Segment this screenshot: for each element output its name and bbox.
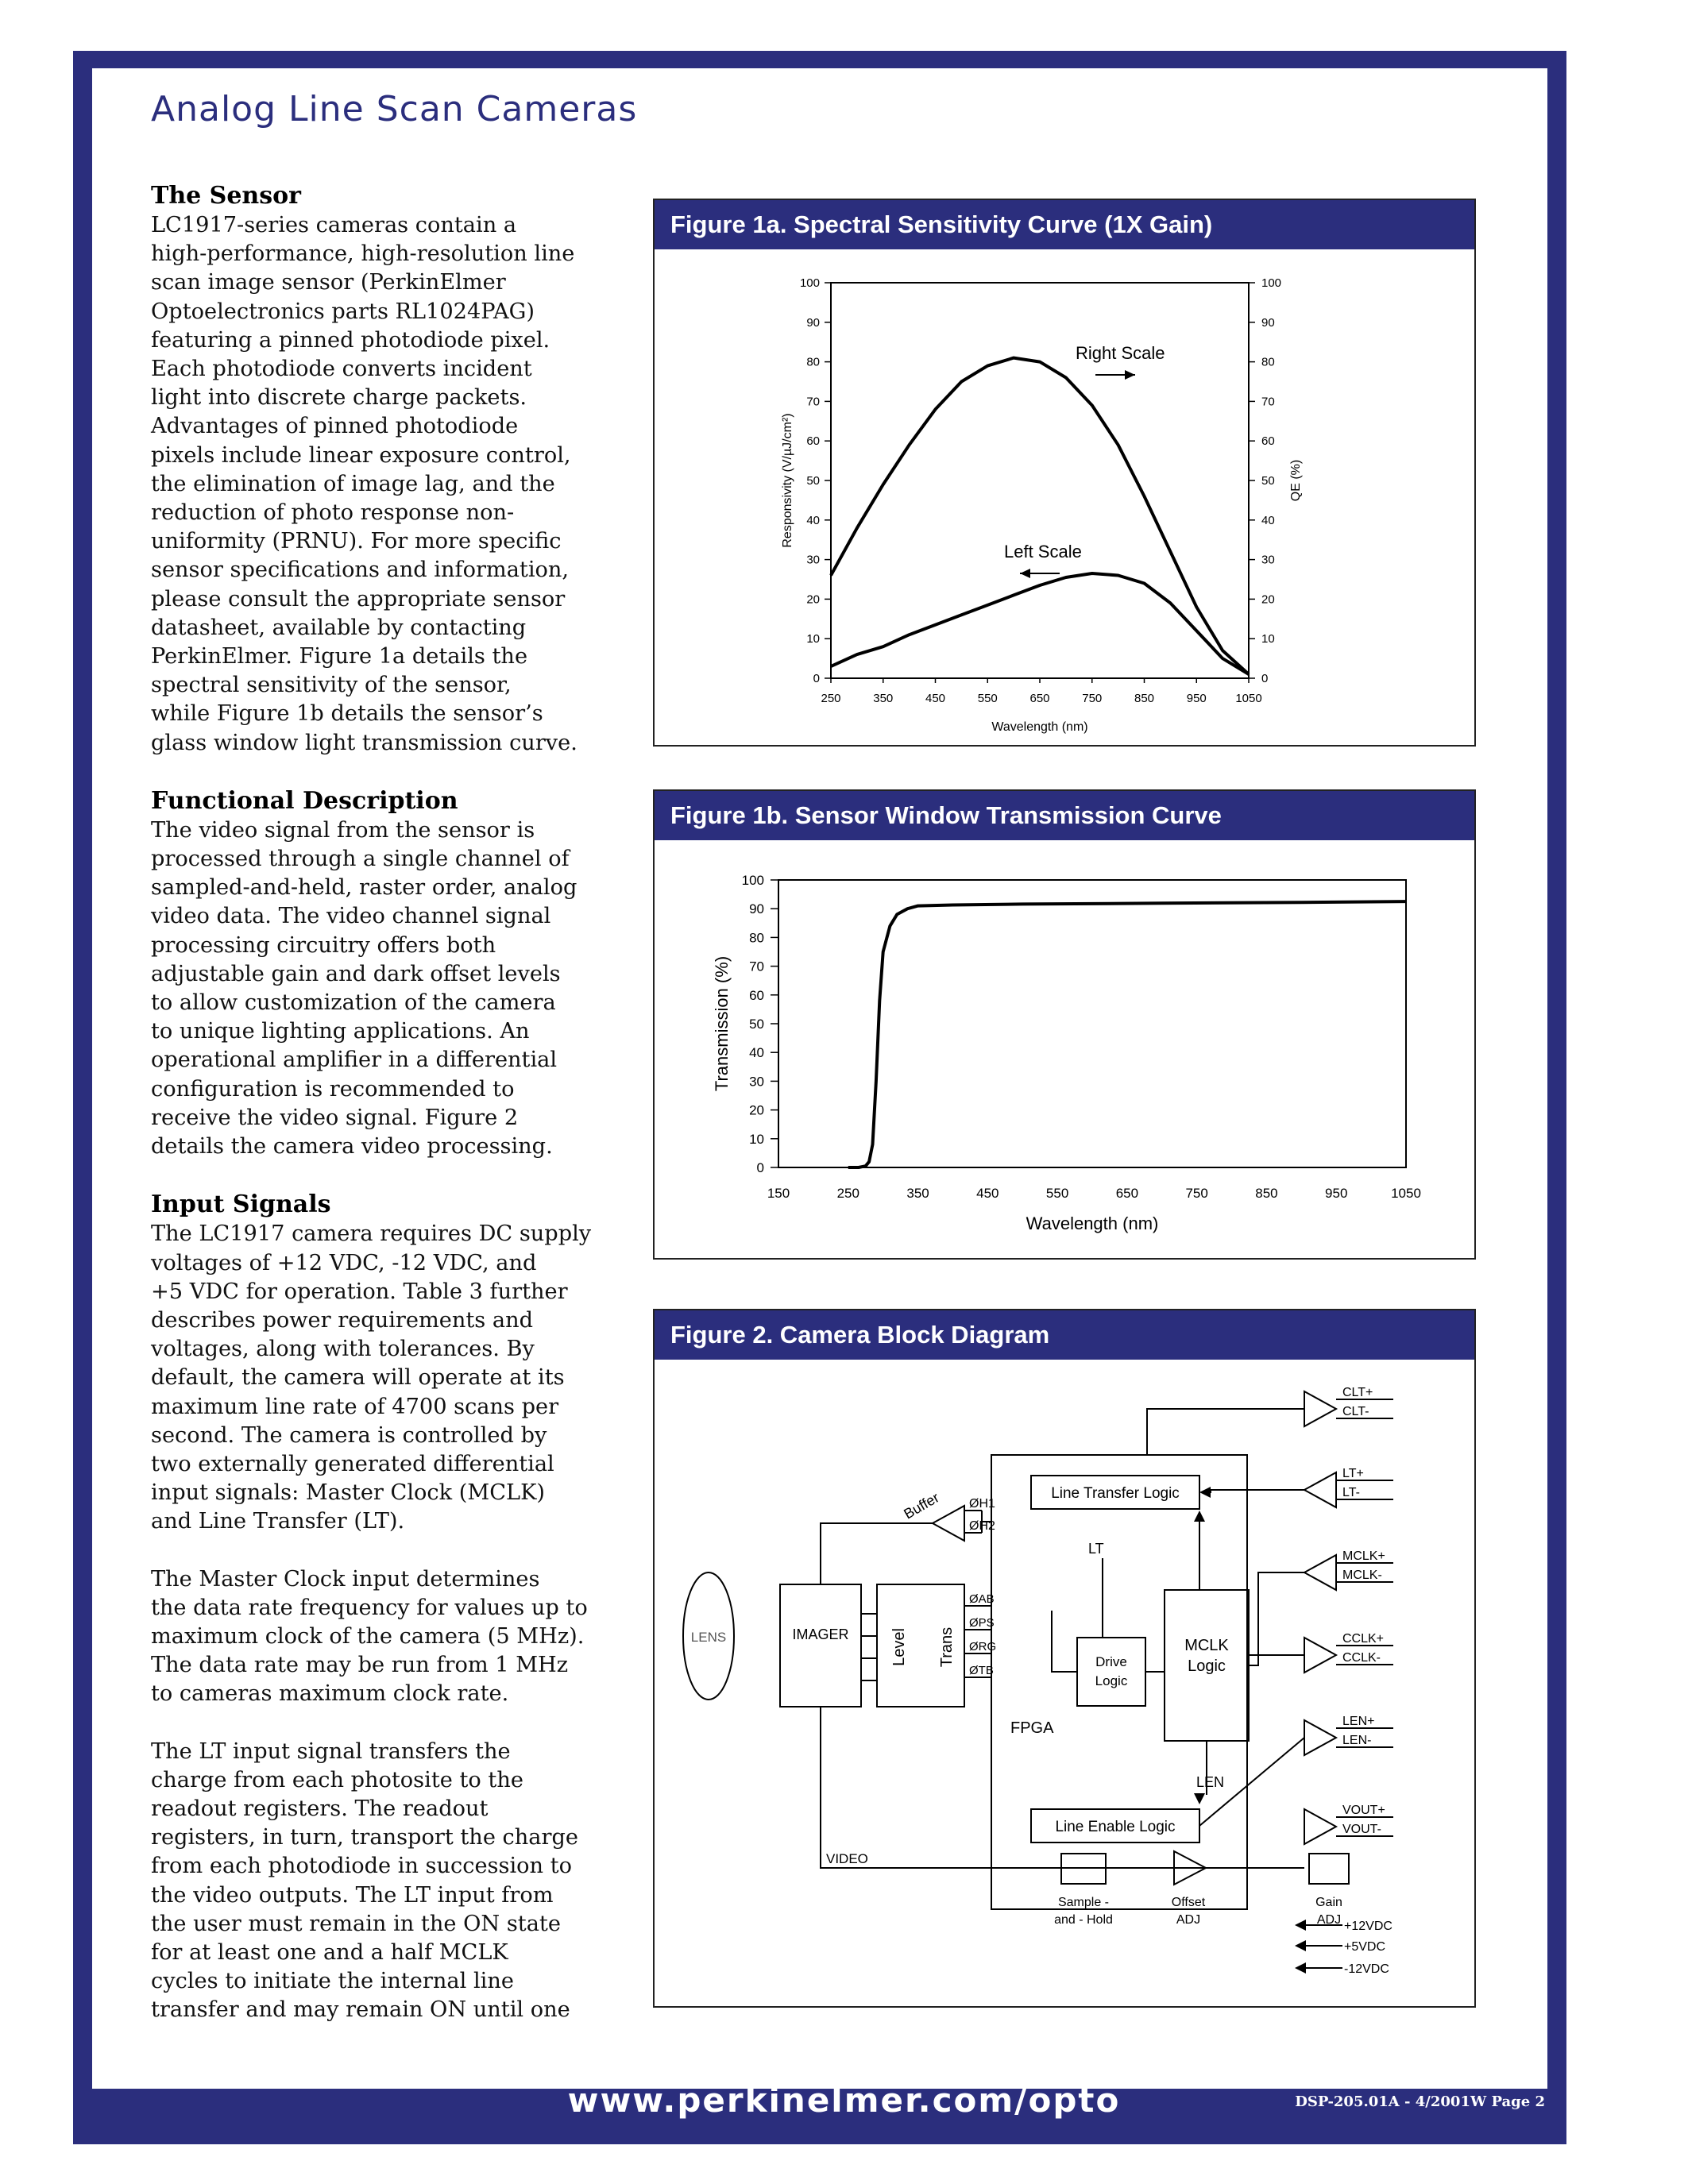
phase-label: ØPS [969,1616,995,1630]
section-heading: Functional Description [151,786,458,815]
y2-tick-label: 50 [1261,474,1275,488]
line-driver-triangle [1304,1809,1336,1844]
body-text-line: The video signal from the sensor is [151,817,535,843]
y2-tick-label: 40 [1261,513,1275,527]
buffer-triangle [933,1506,964,1541]
body-text-line: adjustable gain and dark offset levels [151,961,561,986]
signal-label-pos: VOUT+ [1342,1804,1385,1817]
y-tick-label: 60 [806,434,820,449]
body-text-line: to allow customization of the camera [151,990,556,1016]
power-arrow [1295,1940,1306,1951]
phase-h1-label: ØH1 [969,1497,995,1511]
signal-label-pos: MCLK+ [1342,1549,1385,1563]
body-text-line: the video outputs. The LT input from [151,1882,554,1908]
x-tick-label: 850 [1134,692,1155,705]
body-text-line: scan image sensor (PerkinElmer [151,270,506,295]
y-tick-label: 80 [749,930,764,946]
x-tick-label: 450 [925,692,946,705]
sample-hold-label: Sample - [1057,1896,1110,1909]
figure-1a [653,199,1476,747]
offset-label: Offset [1171,1896,1206,1909]
body-text-line: The LC1917 camera requires DC supply [151,1221,592,1247]
signal-label-neg: LEN- [1342,1734,1372,1747]
x-tick-label: 750 [1185,1186,1208,1201]
imager-label: IMAGER [792,1626,849,1642]
body-text-line: light into discrete charge packets. [151,385,527,411]
lt-in-arrow [1199,1487,1211,1498]
x-tick-label: 350 [873,692,894,705]
body-text-line: operational amplifier in a differential [151,1048,558,1073]
buffer-label: Buffer [901,1489,942,1522]
body-text-line: The Master Clock input determines [151,1566,540,1592]
y2-axis-label: QE (%) [1289,459,1303,502]
clt-line [1147,1409,1304,1455]
line-driver-triangle [1304,1638,1336,1673]
x-tick-label: 250 [836,1186,859,1201]
signal-label-pos: LT+ [1342,1467,1364,1480]
body-text-line: +5 VDC for operation. Table 3 further [151,1279,568,1304]
body-text-line: processing circuitry offers both [151,932,496,958]
y-tick-label: 60 [749,987,764,1003]
x-tick-label: 1050 [1235,692,1262,705]
y-tick-label: 20 [749,1102,764,1118]
body-text-line: glass window light transmission curve. [151,730,577,755]
len-arrow [1194,1793,1205,1804]
body-text-line: the data rate frequency for values up to [151,1595,588,1620]
lt-in-line [1204,1490,1304,1492]
drive-logic-label-2: Logic [1095,1673,1128,1688]
body-text-line: cycles to initiate the internal line [151,1969,514,1994]
x-tick-label: 950 [1325,1186,1348,1201]
line-driver-triangle [1304,1391,1336,1426]
body-text-line: The LT input signal transfers the [151,1738,511,1764]
body-text-line: while Figure 1b details the sensor’s [151,701,543,727]
power-arrow [1295,1920,1306,1931]
body-text-line: The data rate may be run from 1 MHz [151,1653,569,1678]
mclk-to-ltl-arrow [1194,1511,1205,1522]
paragraph-gap [151,1709,604,1738]
body-text-line: processed through a single channel of [151,847,570,872]
fpga-label: FPGA [1010,1719,1054,1737]
signal-label-neg: CCLK- [1342,1651,1381,1665]
body-text-line: sampled-and-held, raster order, analog [151,875,577,901]
y-tick-label: 70 [806,395,820,409]
qe-curve [831,358,1249,674]
phase-label: ØAB [969,1592,995,1606]
body-text-line: high-performance, high-resolution line [151,241,575,267]
body-text-line: the elimination of image lag, and the [151,471,555,496]
phase-label: ØTB [969,1664,994,1677]
body-text-line: second. The camera is controlled by [151,1422,547,1448]
body-text-line: uniformity (PRNU). For more specific [151,529,562,554]
trans-label: Trans [938,1626,956,1668]
y-tick-label: 20 [806,592,820,607]
y-tick-label: 0 [813,672,820,685]
body-text-line: voltages of +12 VDC, -12 VDC, and [151,1250,537,1275]
body-text-line: charge from each photosite to the [151,1767,523,1792]
body-text-line: pixels include linear exposure control, [151,442,571,468]
spectral-sensitivity-chart [655,249,1474,743]
body-text-line: voltages, along with tolerances. By [151,1337,535,1362]
y-tick-label: 40 [749,1045,764,1061]
body-text-line: the user must remain in the ON state [151,1911,561,1936]
power-label: +5VDC [1344,1940,1386,1954]
signal-label-pos: CCLK+ [1342,1632,1385,1646]
y2-tick-label: 100 [1261,276,1282,290]
section-heading: Input Signals [151,1190,331,1219]
paragraph-gap [151,1161,604,1190]
footer-url[interactable]: www.perkinelmer.com/opto [567,2081,1121,2120]
mclk-logic-label: MCLK [1184,1637,1229,1654]
figure-1b [653,789,1476,1260]
sample-hold-label-2: and - Hold [1054,1913,1113,1927]
body-text-line: transfer and may remain ON until one [151,1997,570,2023]
figure-2-title: Figure 2. Camera Block Diagram [655,1310,1474,1360]
x-axis-label: Wavelength (nm) [991,720,1088,734]
body-text-line: configuration is recommended to [151,1076,515,1102]
left-scale-arrow-head [1020,569,1030,578]
x-tick-label: 550 [1045,1186,1069,1201]
line-driver-triangle [1304,1472,1336,1507]
x-tick-label: 550 [977,692,998,705]
section-heading: The Sensor [151,182,301,210]
lt-label: LT [1088,1541,1104,1557]
y2-tick-label: 70 [1261,395,1275,409]
y-tick-label: 0 [756,1160,764,1175]
body-text-line: reduction of photo response non- [151,500,515,526]
body-text-line: sensor specifications and information, [151,558,570,583]
y-tick-label: 90 [749,901,764,917]
y2-tick-label: 20 [1261,592,1275,607]
body-text-line: from each photodiode in succession to [151,1854,572,1879]
gain-block [1309,1854,1349,1884]
paragraph-gap [151,758,604,786]
page-title: Analog Line Scan Cameras [151,89,638,129]
x-tick-label: 350 [906,1186,929,1201]
line-enable-logic-label: Line Enable Logic [1055,1819,1176,1835]
body-text-line: to unique lighting applications. An [151,1019,530,1044]
imager-block [780,1584,861,1707]
body-text-line: and Line Transfer (LT). [151,1509,405,1534]
line-transfer-logic-label: Line Transfer Logic [1051,1485,1180,1502]
y-tick-label: 10 [749,1131,764,1147]
x-axis-label: Wavelength (nm) [1026,1214,1159,1233]
drive-to-trans-line [1052,1611,1077,1672]
body-text-line: default, the camera will operate at its [151,1365,565,1391]
mclk-in-line [1249,1572,1304,1665]
figure-1a-title: Figure 1a. Spectral Sensitivity Curve (1X Gain) [655,200,1474,249]
body-text-column [151,181,604,2025]
body-text-line: LC1917-series cameras contain a [151,213,517,237]
body-text-line: please consult the appropriate sensor [151,586,566,612]
y-tick-label: 100 [741,873,764,888]
body-text-line: two externally generated differential [151,1451,554,1476]
body-text-line: registers, in turn, transport the charge [151,1825,578,1850]
y-tick-label: 70 [749,959,764,974]
y-tick-label: 50 [749,1017,764,1032]
gain-label-2: ADJ [1316,1913,1342,1927]
x-tick-label: 1050 [1391,1186,1421,1201]
drive-logic-block [1077,1638,1145,1706]
transmission-chart [655,840,1474,1256]
y-tick-label: 80 [806,355,820,369]
x-tick-label: 250 [821,692,841,705]
y-tick-label: 90 [806,315,820,330]
body-text-line: Advantages of pinned photodiode [151,414,519,439]
body-text-line: PerkinElmer. Figure 1a details the [151,644,528,669]
line-driver-triangle [1304,1555,1336,1590]
x-tick-label: 650 [1115,1186,1139,1201]
body-text-line: maximum clock of the camera (5 MHz). [151,1623,585,1649]
x-tick-label: 150 [767,1186,790,1201]
body-text-line: Each photodiode converts incident [151,357,532,382]
line-driver-triangle [1304,1720,1336,1755]
level-label: Level [890,1628,908,1666]
y2-tick-label: 10 [1261,632,1275,646]
body-text-line: describes power requirements and [151,1307,534,1333]
drive-logic-label: Drive [1095,1654,1127,1669]
mclk-logic-label-2: Logic [1188,1657,1226,1675]
body-text-line: to cameras maximum clock rate. [151,1681,509,1707]
phase-label: ØRG [969,1640,997,1653]
paragraph-gap [151,1537,604,1565]
buffer-to-imager-line [821,1523,933,1584]
x-tick-label: 450 [976,1186,999,1201]
y-axis-label: Transmission (%) [712,955,732,1092]
y2-tick-label: 90 [1261,315,1275,330]
body-text-line: readout registers. The readout [151,1796,489,1821]
footer-doc-id: DSP-205.01A - 4/2001W Page 2 [1295,2093,1545,2110]
signal-label-neg: VOUT- [1342,1823,1381,1836]
signal-label-pos: LEN+ [1342,1715,1375,1728]
y2-tick-label: 60 [1261,434,1275,449]
len-label: LEN [1196,1774,1225,1790]
y-tick-label: 30 [749,1074,764,1090]
body-text-line: input signals: Master Clock (MCLK) [151,1480,545,1506]
power-label: -12VDC [1344,1962,1389,1976]
y-tick-label: 100 [799,276,820,290]
x-tick-label: 850 [1255,1186,1278,1201]
body-text-line: datasheet, available by contacting [151,615,527,640]
power-label: +12VDC [1344,1920,1393,1933]
y2-tick-label: 30 [1261,553,1275,567]
y2-tick-label: 80 [1261,355,1275,369]
power-arrow [1295,1962,1306,1974]
transmission-curve [848,901,1406,1167]
offset-label-2: ADJ [1176,1913,1201,1927]
x-tick-label: 950 [1186,692,1207,705]
left-scale-label: Left Scale [1004,542,1082,561]
y-tick-label: 50 [806,474,820,488]
signal-label-neg: LT- [1342,1486,1360,1499]
gain-label: Gain [1315,1896,1342,1909]
figure-1b-title: Figure 1b. Sensor Window Transmission Curve [655,791,1474,840]
body-text-line: Optoelectronics parts RL1024PAG) [151,299,535,324]
video-label: VIDEO [826,1851,868,1866]
video-line [821,1707,1304,1868]
x-tick-label: 750 [1082,692,1103,705]
y2-tick-label: 0 [1261,672,1269,685]
lens-label: LENS [690,1630,727,1645]
camera-block-diagram [655,1360,1474,2005]
body-text-line: video data. The video channel signal [151,904,551,929]
right-scale-arrow-head [1125,370,1135,380]
signal-label-neg: MCLK- [1342,1569,1382,1582]
body-text-line: details the camera video processing. [151,1134,553,1160]
body-text-line: receive the video signal. Figure 2 [151,1105,519,1130]
x-tick-label: 650 [1029,692,1050,705]
figure-2 [653,1309,1476,2008]
signal-label-pos: CLT+ [1342,1386,1373,1399]
body-text-line: featuring a pinned photodiode pixel. [151,327,550,353]
body-text-line: for at least one and a half MCLK [151,1939,508,1965]
phase-h2-label: ØH2 [969,1519,995,1533]
signal-label-neg: CLT- [1342,1405,1369,1418]
y-axis-label: Responsivity (V/µJ/cm²) [781,413,794,548]
y-tick-label: 30 [806,553,820,567]
body-text-line: spectral sensitivity of the sensor, [151,673,512,698]
right-scale-label: Right Scale [1076,343,1165,363]
y-tick-label: 40 [806,513,820,527]
y-tick-label: 10 [806,632,820,646]
body-text-line: maximum line rate of 4700 scans per [151,1394,559,1419]
